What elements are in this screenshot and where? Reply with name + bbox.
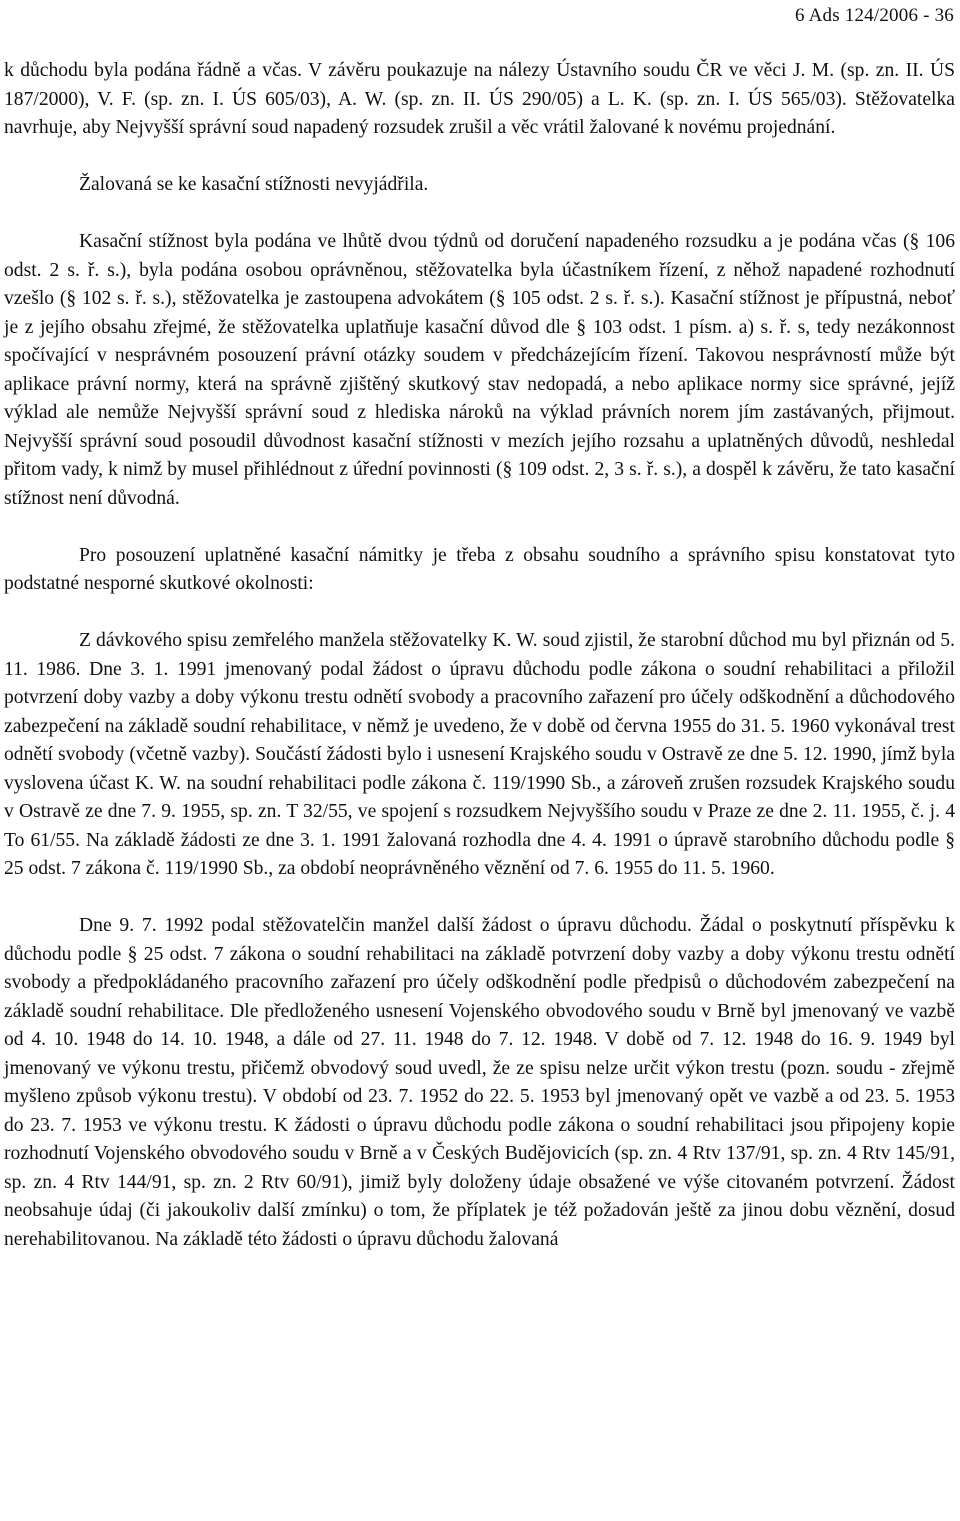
paragraph-second-application: Dne 9. 7. 1992 podal stěžovatelčin manžel další žádost o úpravu důchodu. Žádal o poskytnutí příspěvku k důchodu podle § 25 odst. 7 zákona o soudní rehabilitaci na základě potvrzení doby vazby a doby výkonu trestu odnětí svobody a předpokládaného pracovního zařazení pro účely odškodnění podle předpisů o důchodovém zabezpečení na základě soudní rehabilitace. Dle předloženého usnesení Vojenského obvodového soudu v Brně byl jmenovaný ve vazbě od 4. 10. 1948 do 14. 10. 1948, a dále od 27. 11. 1948 do 7. 12. 1948. V době od 7. 12. 1948 do 16. 9. 1949 byl jmenovaný ve výkonu trestu, přičemž obvodový soud uvedl, že ze spisu nelze určit výkon trestu (pozn. soudu - zřejmě myšleno způsob výkonu trestu). V období od 23. 7. 1952 do 22. 5. 1953 byl jmenovaný opět ve vazbě a od 23. 5. 1953 do 23. 7. 1953 ve výkonu trestu. K žádosti o úpravu důchodu podle zákona o soudní rehabilitaci jsou připojeny kopie rozhodnutí Vojenského obvodového soudu v Brně a v Českých Budějovicích (sp. zn. 4 Rtv 137/91, sp. zn. 4 Rtv 145/91, sp. zn. 4 Rtv 144/91, sp. zn. 2 Rtv 60/91), jimiž byly doloženy údaje obsažené ve výše citovaném potvrzení. Žádost neobsahuje údaj (či jakoukoliv další zmínku) o tom, že příplatek je též požadován ještě za jinou dobu věznění, dosud nerehabilitovanou. Na základě této žádosti o úpravu důchodu žalovaná — [4, 915, 955, 1250]
case-reference-header: 6 Ads 124/2006 - 36 — [795, 5, 954, 26]
paragraph-facts-intro: Pro posouzení uplatněné kasační námitky je třeba z obsahu soudního a správního spisu konstatovat tyto podstatné nesporné skutkové okolnosti: — [4, 544, 955, 594]
document-body — [4, 57, 955, 1283]
paragraph-pension-file: Z dávkového spisu zemřelého manžela stěžovatelky K. W. soud zjistil, že starobní důchod mu byl přiznán od 5. 11. 1986. Dne 3. 1. 1991 jmenovaný podal žádost o úpravu důchodu podle zákona o soudní rehabilitaci a přiložil potvrzení doby vazby a doby výkonu trestu odnětí svobody a pracovního zařazení pro účely odškodnění a důchodového zabezpečení na základě soudní rehabilitace, v němž je uvedeno, že v době od června 1955 do 31. 5. 1960 vykonával trest odnětí svobody (včetně vazby). Součástí žádosti bylo i usnesení Krajského soudu v Ostravě ze dne 5. 12. 1990, jímž byla vyslovena účast K. W. na soudní rehabilitaci podle zákona č. 119/1990 Sb., a zároveň zrušen rozsudek Krajského soudu v Ostravě ze dne 7. 9. 1955, sp. zn. T 32/55, ve spojení s rozsudkem Nejvyššího soudu v Praze ze dne 2. 11. 1955, č. j. 4 To 61/55. Na základě žádosti ze dne 3. 1. 1991 žalovaná rozhodla dne 4. 4. 1991 o úpravě starobního důchodu podle § 25 odst. 7 zákona č. 119/1990 Sb., za období neoprávněného věznění od 7. 6. 1955 do 11. 5. 1960. — [4, 630, 955, 879]
paragraph-complaint-conclusion: k důchodu byla podána řádně a včas. V závěru poukazuje na nálezy Ústavního soudu ČR ve věci J. M. (sp. zn. II. ÚS 187/2000), V. F. (sp. zn. I. ÚS 605/03), A. W. (sp. zn. II. ÚS 290/05) a L. K. (sp. zn. I. ÚS 565/03). Stěžovatelka navrhuje, aby Nejvyšší správní soud napadený rozsudek zrušil a věc vrátil žalované k novému projednání. — [4, 60, 955, 138]
paragraph-admissibility: Kasační stížnost byla podána ve lhůtě dvou týdnů od doručení napadeného rozsudku a je podána včas (§ 106 odst. 2 s. ř. s.), byla podána osobou oprávněnou, stěžovatelka byla účastníkem řízení, z něhož napadené rozhodnutí vzešlo (§ 102 s. ř. s.), stěžovatelka je zastoupena advokátem (§ 105 odst. 2 s. ř. s.). Kasační stížnost je přípustná, neboť je z jejího obsahu zřejmé, že stěžovatelka uplatňuje kasační důvod dle § 103 odst. 1 písm. a) s. ř. s, tedy nezákonnost spočívající v nesprávném posouzení právní otázky soudem v předcházejícím řízení. Takovou nesprávností může být aplikace právní normy, která na správně zjištěný skutkový stav nedopadá, a nebo aplikace normy sice správné, jejíž výklad ale nemůže Nejvyšší správní soud z hlediska nároků na výklad právních norem jím zastávaných, přijmout. Nejvyšší správní soud posoudil důvodnost kasační stížnosti v mezích jejího rozsahu a uplatněných důvodů, neshledal přitom vady, k nimž by musel přihlédnout z úřední povinnosti (§ 109 odst. 2, 3 s. ř. s.), a dospěl k závěru, že tato kasační stížnost není důvodná. — [4, 231, 955, 509]
paragraph-defendant-no-response: Žalovaná se ke kasační stížnosti nevyjádřila. — [79, 174, 429, 195]
